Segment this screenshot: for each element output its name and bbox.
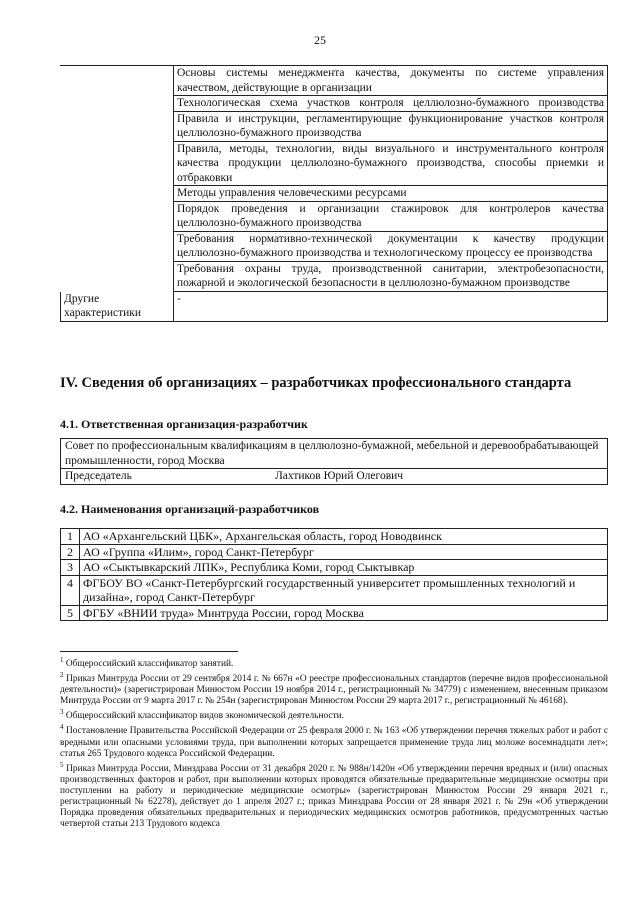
table-row: Порядок проведения и организации стажировок для контролеров качества целлюлозно-бумажного производства: [174, 201, 608, 231]
footnote-marker: 1: [60, 656, 64, 664]
table-row: Требования нормативно-технической документации к качеству продукции целлюлозно-бумажного производства и технологическому процессу ее производства: [174, 231, 608, 261]
responsible-org-table: [60, 438, 608, 485]
chair-role: Председатель: [65, 470, 132, 482]
footnote: [60, 670, 608, 707]
table-row: Правила, методы, технологии, виды визуального и инструментального контроля качества продукции целлюлозно-бумажного производства, способы приемки и отбраковки: [174, 141, 608, 186]
footnote-text: Общероссийский классификатор занятий.: [63, 659, 234, 670]
table-row: Основы системы менеджмента качества, документы по системе управления качеством, действующие в организации: [174, 66, 608, 96]
footnote: [60, 707, 608, 722]
subsection-title-responsible: 4.1. Ответственная организация-разработчик: [60, 417, 308, 431]
footnote-marker: 4: [60, 723, 64, 732]
footnote-marker: 5: [60, 760, 64, 769]
developer-name: ФГБОУ ВО «Санкт-Петербургский государственный университет промышленных технологий и дизайна», город Санкт-Петербург: [80, 575, 608, 605]
developer-name: АО «Сыктывкарский ЛПК», Республика Коми, город Сыктывкар: [80, 560, 608, 576]
footnote-text: Приказ Минтруда России от 29 сентября 2014 г. № 667н «О реестре профессиональных стандартов (перечне видов профессиональной деятельности)» (зарегистрирован Минюстом России 19 ноября 2014 г., регистрационный № 34779) с изменением, внесенным приказом Минтруда России от 9 марта 2017 г. № 254н (зарегистрирован Минюстом России 29 марта 2017 г., регистрационный № 46168).: [60, 674, 608, 707]
footnote-divider: [60, 651, 238, 652]
footnote: [60, 655, 608, 670]
table-row: [61, 605, 608, 621]
other-characteristics-value: -: [174, 291, 608, 321]
table-row: Правила и инструкции, регламентирующие функционирование участков контроля целлюлозно-бумажного производства: [174, 111, 608, 141]
page-number: 25: [314, 33, 326, 47]
footnote: [60, 760, 608, 830]
developer-name: АО «Архангельский ЦБК», Архангельская область, город Новодвинск: [80, 529, 608, 545]
table-row: Технологическая схема участков контроля целлюлозно-бумажного производства: [174, 96, 608, 112]
table-row: [61, 575, 608, 605]
table-row: [61, 560, 608, 576]
footnote-marker: 2: [60, 671, 64, 680]
table-row: Требования охраны труда, производственной санитарии, электробезопасности, пожарной и экологической безопасности в целлюлозно-бумажном производстве: [174, 261, 608, 291]
footnote: [60, 722, 608, 759]
developer-num: 1: [61, 529, 80, 545]
footnote-marker: 3: [60, 708, 64, 717]
table-row: [61, 529, 608, 545]
developer-num: 2: [61, 544, 80, 560]
table-left-cell-empty: [61, 66, 174, 292]
responsible-org-name: Совет по профессиональным квалификациям в целлюлозно-бумажной, мебельной и деревообрабатывающей промышленности, город Москва: [61, 439, 608, 469]
footnotes: [60, 655, 608, 830]
developer-name: АО «Группа «Илим», город Санкт-Петербург: [80, 544, 608, 560]
chair-name: Лахтиков Юрий Олегович: [275, 470, 404, 482]
subsection-title-developers: 4.2. Наименования организаций-разработчиков: [60, 502, 320, 516]
developer-num: 5: [61, 605, 80, 621]
table-row: Методы управления человеческими ресурсами: [174, 186, 608, 202]
developer-num: 4: [61, 575, 80, 605]
developer-num: 3: [61, 560, 80, 576]
table-row: [61, 544, 608, 560]
footnote-text: Общероссийский классификатор видов экономической деятельности.: [63, 711, 345, 722]
footnote-text: Постановление Правительства Российской Федерации от 25 февраля 2000 г. № 163 «Об утверждении перечня тяжелых работ и работ с вредными или опасными условиями труда, при выполнении которых запрещается применение труда лиц моложе восемнадцати лет»; статья 265 Трудового кодекса Российской Федерации.: [60, 726, 608, 759]
chair-row: [61, 469, 608, 485]
footnote-text: Приказ Минтруда России, Минздрава России от 31 декабря 2020 г. № 988н/1420н «Об утверждении перечня вредных и (или) опасных производственных факторов и работ, при выполнении которых проводятся обязательные предварительные медицинские осмотры при поступлении на работу и периодические медицинские осмотры» (зарегистрирован Минюстом России 29 января 2021 г., регистрационный № 62278), действует до 1 апреля 2027 г.; приказ Минздрава России от 28 января 2021 г. № 29н «Об утверждении Порядка проведения обязательных предварительных и периодических медицинских осмотров работников, предусмотренных частью четвертой статьи 213 Трудового кодекса: [60, 763, 608, 829]
section-title: IV. Сведения об организациях – разработчиках профессионального стандарта: [60, 375, 572, 391]
developer-name: ФГБУ «ВНИИ труда» Минтруда России, город Москва: [80, 605, 608, 621]
other-characteristics-label: Другие характеристики: [61, 291, 174, 321]
competency-table-continuation: [60, 65, 608, 322]
developers-table: [60, 528, 608, 621]
